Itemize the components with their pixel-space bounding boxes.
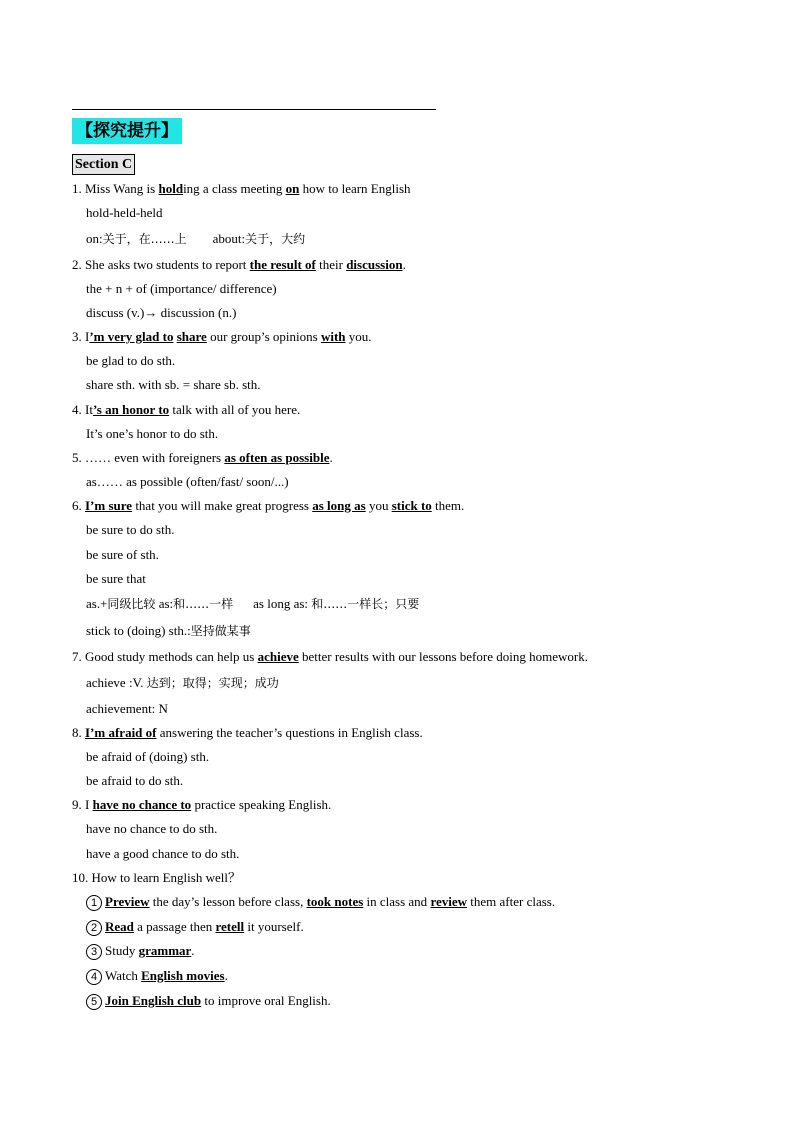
tip-line: 1 Preview the day’s lesson before class, took notes in class and review them after class.: [86, 893, 555, 911]
note-line: discuss (v.)→ discussion (n.): [86, 305, 237, 320]
item-8: 8. I’m afraid of answering the teacher’s questions in English class.: [72, 725, 423, 740]
note-line: achievement: N: [86, 701, 168, 716]
item-7: 7. Good study methods can help us achieve better results with our lessons before doing homework.: [72, 649, 588, 664]
item-3: 3. I’m very glad to share our group’s opinions with you.: [72, 329, 372, 344]
item-1: 1. Miss Wang is holding a class meeting on how to learn English: [72, 181, 411, 196]
tip-line: 2 Read a passage then retell it yourself.: [86, 918, 304, 936]
note-line: as.+同级比较 as:和……一样 as long as: 和……一样长；只要: [86, 596, 420, 611]
tip-line: 3 Study grammar.: [86, 942, 195, 960]
note-line: be glad to do sth.: [86, 353, 176, 368]
circled-number: 4: [86, 969, 102, 985]
note-line: be afraid to do sth.: [86, 773, 184, 788]
note-line: be sure of sth.: [86, 547, 159, 562]
note-line: be afraid of (doing) sth.: [86, 749, 210, 764]
item-4: 4. It’s an honor to talk with all of you here.: [72, 402, 301, 417]
section-heading: 【探究提升】: [72, 118, 182, 144]
item-9: 9. I have no chance to practice speaking English.: [72, 797, 332, 812]
note-line: be sure that: [86, 571, 146, 586]
section-label: Section C: [72, 154, 135, 175]
item-5: 5. …… even with foreigners as often as possible.: [72, 450, 333, 465]
circled-number: 2: [86, 920, 102, 936]
tip-line: 5 Join English club to improve oral English.: [86, 992, 331, 1010]
note-line: It’s one’s honor to do sth.: [86, 426, 219, 441]
circled-number: 3: [86, 944, 102, 960]
item-6: 6. I’m sure that you will make great progress as long as you stick to them.: [72, 498, 465, 513]
tip-line: 4 Watch English movies.: [86, 967, 228, 985]
circled-number: 5: [86, 994, 102, 1010]
circled-number: 1: [86, 895, 102, 911]
note-line: stick to (doing) sth.:坚持做某事: [86, 623, 251, 638]
item-10: 10. How to learn English well？: [72, 870, 241, 885]
note-line: have no chance to do sth.: [86, 821, 218, 836]
note-line: share sth. with sb. = share sb. sth.: [86, 377, 261, 392]
note-line: on:关于，在……上 about:关于，大约: [86, 231, 306, 246]
note-line: hold-held-held: [86, 205, 163, 220]
top-rule: [72, 109, 436, 110]
note-line: achieve :V. 达到；取得；实现；成功: [86, 675, 279, 690]
note-line: the + n + of (importance/ difference): [86, 281, 277, 296]
note-line: have a good chance to do sth.: [86, 846, 240, 861]
note-line: as…… as possible (often/fast/ soon/...): [86, 474, 289, 489]
item-2: 2. She asks two students to report the result of their discussion.: [72, 257, 406, 272]
note-line: be sure to do sth.: [86, 522, 175, 537]
